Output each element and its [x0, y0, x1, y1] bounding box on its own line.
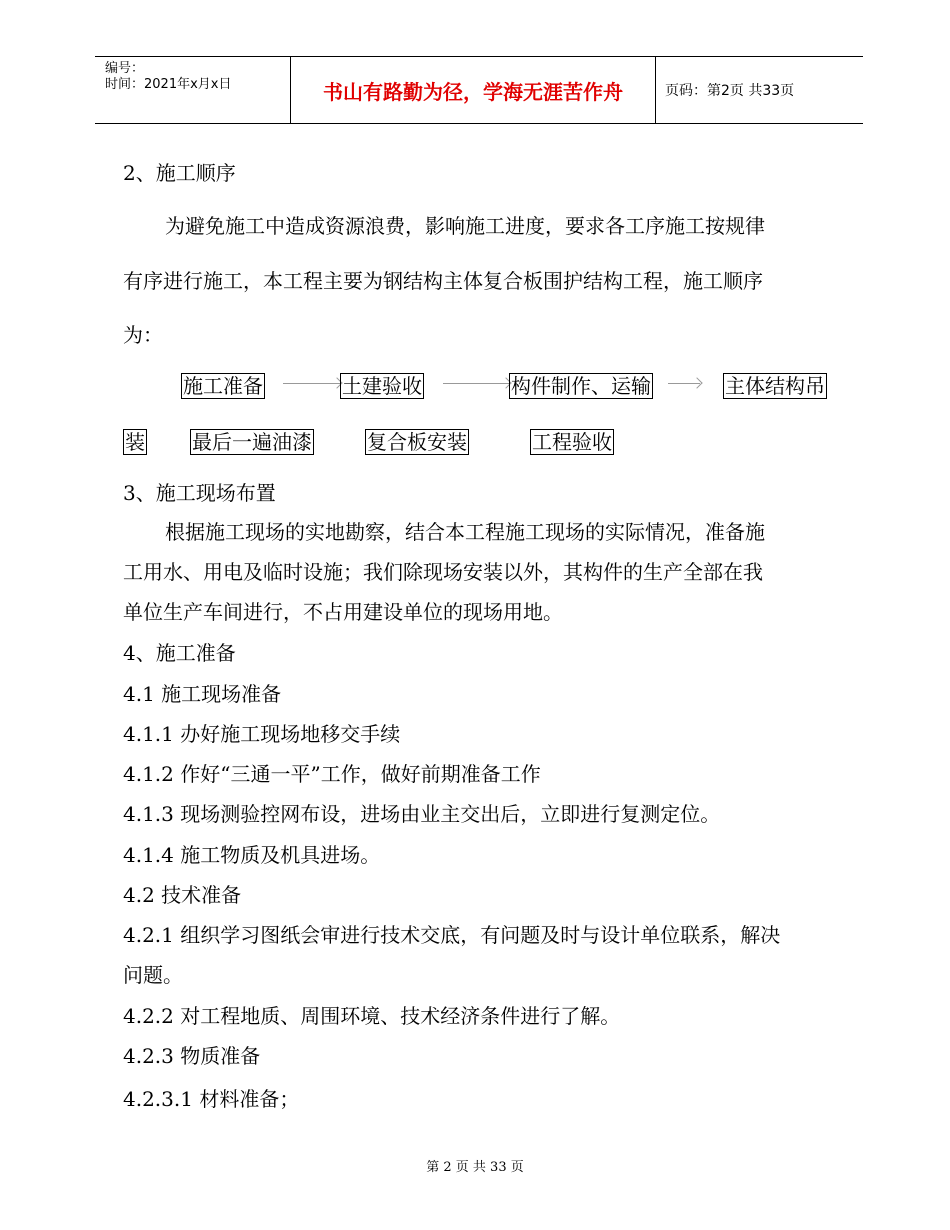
- flow-arrow: [443, 383, 509, 384]
- header-meta: [95, 57, 291, 123]
- flow-step-main-structure-lifting: 主体结构吊: [725, 374, 825, 398]
- subsection-4-2: 4.2 技术准备: [123, 883, 242, 907]
- paragraph-line: 根据施工现场的实地勘察，结合本工程施工现场的实际情况，准备施: [165, 520, 765, 544]
- flow-step-lifting-cont: 装: [125, 430, 145, 454]
- paragraph-line: 工用水、用电及临时设施；我们除现场安装以外，其构件的生产全部在我: [123, 560, 763, 584]
- subsection-4-1: 4.1 施工现场准备: [123, 682, 282, 706]
- section-4-title: 4、施工准备: [123, 641, 236, 665]
- paragraph-line: 有序进行施工，本工程主要为钢结构主体复合板围护结构工程，施工顺序: [123, 269, 763, 293]
- item-4-2-2: 4.2.2 对工程地质、周围环境、技术经济条件进行了解。: [123, 1004, 621, 1028]
- paragraph-line: 为避免施工中造成资源浪费，影响施工进度，要求各工序施工按规律: [165, 214, 765, 238]
- section-3-title: 3、施工现场布置: [123, 481, 276, 505]
- flow-arrow: [283, 383, 340, 384]
- paragraph-line: 为：: [123, 323, 163, 347]
- doc-number: 编号：: [105, 61, 145, 76]
- item-4-1-3: 4.1.3 现场测验控网布设，进场由业主交出后，立即进行复测定位。: [123, 802, 721, 826]
- page-footer: 第 2 页 共 33 页: [426, 1160, 524, 1175]
- flow-step-composite-panel: 复合板安装: [367, 430, 467, 454]
- item-4-2-3: 4.2.3 物质准备: [123, 1044, 261, 1068]
- item-4-1-2: 4.1.2 作好“三通一平”工作，做好前期准备工作: [123, 762, 541, 786]
- header-slogan: 书山有路勤为径，学海无涯苦作舟: [291, 57, 656, 123]
- item-4-1-1: 4.1.1 办好施工现场地移交手续: [123, 722, 401, 746]
- flow-step-civil-acceptance: 土建验收: [342, 374, 422, 398]
- item-4-2-1-cont: 问题。: [123, 963, 183, 987]
- item-4-2-3-1: 4.2.3.1 材料准备；: [123, 1087, 300, 1111]
- flow-step-final-paint: 最后一遍油漆: [192, 430, 312, 454]
- doc-date: 时间：2021年x月x日: [105, 77, 232, 92]
- item-4-1-4: 4.1.4 施工物质及机具进场。: [123, 843, 381, 867]
- flow-step-construction-prep: 施工准备: [183, 374, 263, 398]
- page-header: [95, 56, 863, 124]
- flow-arrow: [668, 383, 700, 384]
- paragraph-line: 单位生产车间进行，不占用建设单位的现场用地。: [123, 600, 563, 624]
- flow-step-fabrication-transport: 构件制作、运输: [511, 374, 651, 398]
- flow-step-project-acceptance: 工程验收: [532, 430, 612, 454]
- header-page-number: 页码：第2页 共33页: [665, 83, 795, 99]
- item-4-2-1: 4.2.1 组织学习图纸会审进行技术交底，有问题及时与设计单位联系，解决: [123, 923, 781, 947]
- section-2-title: 2、施工顺序: [123, 161, 236, 185]
